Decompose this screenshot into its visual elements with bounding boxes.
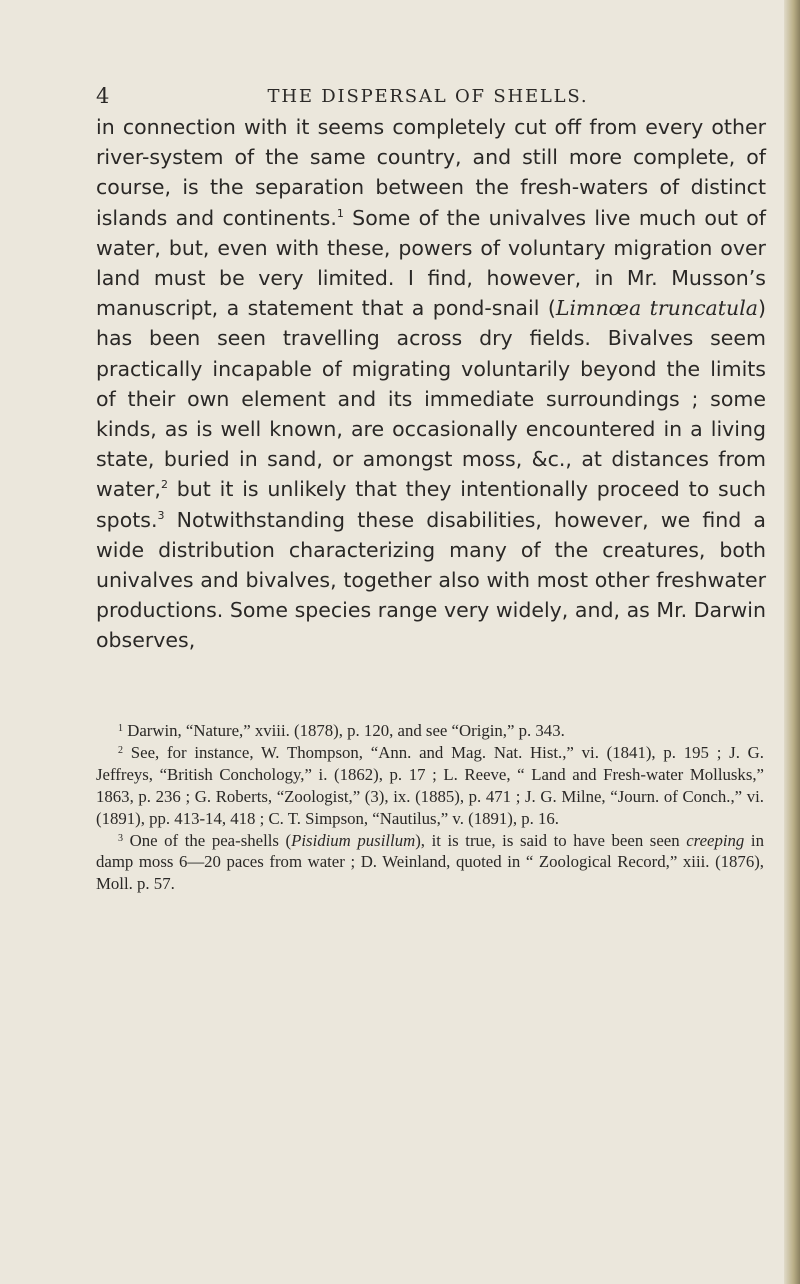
footnote-text: One of the pea-shells ( (123, 830, 292, 850)
footnote-3 (96, 830, 764, 896)
footnote-mark: 3 (118, 832, 123, 844)
body-sentence: but it is unlikely that they intentionally proceed to such spots. (96, 477, 766, 532)
footnote-ref-2: 2 (160, 478, 168, 492)
footnote-ref-3: 3 (157, 508, 165, 522)
body-sentence: ) has been seen travelling across dry fields. Bivalves seem practically incapable of migrating voluntarily beyond the limits of their own element and its immediate surroundings ; some kinds, as is well known, are occasionally encountered in a living state, buried in sand, or amongst moss, &c., at distances from water, (96, 296, 766, 502)
body-sentence: Some of the univalves live much out of water, but, even with these, powers of voluntary migration over land must be very limited. I find, however, in Mr. Musson’s manuscript, a statement that a pond-snail ( (96, 205, 767, 321)
emphasis: creeping (686, 830, 745, 850)
footnote-text: ), it is true, is said to have been seen (415, 830, 687, 850)
footnote-text: in damp moss 6—20 paces from water ; D. Weinland, quoted in “ Zoological Record,” xiii. (1876), Moll. p. 57. (96, 830, 764, 894)
footnote-text: See, for instance, W. Thompson, “Ann. and Mag. Nat. Hist.,” vi. (1841), p. 195 ; J. G. Jeffreys, “British Conchology,” i. (1862), p. 17 ; L. Reeve, “ Land and Fresh-water Mollusks,” 1863, p. 236 ; G. Roberts, “Zoologist,” (3), ix. (1885), p. 471 ; J. G. Milne, “Journ. of Conch.,” vi. (1891), pp. 413-14, 418 ; C. T. Simpson, “Nautilus,” v. (1891), p. 16. (96, 742, 764, 828)
species-name: Pisidium pusillum (291, 830, 416, 850)
body-sentence: in connection with it seems completely cut off from every other river-system of the same country, and still more complete, of course, is the separation between the fresh-waters of distinct islands and continents. (96, 115, 766, 230)
book-spine-edge (784, 0, 800, 1284)
footnote-text: Darwin, “Nature,” xviii. (1878), p. 120, and see “Origin,” p. 343. (123, 721, 565, 740)
body-sentence: Notwithstanding these disabilities, however, we find a wide distribution characterizing many of the creatures, both univalves and bivalves, together also with most other freshwater productions. Some species range very widely, and, as Mr. Darwin observes, (96, 507, 766, 653)
footnote-mark: 1 (118, 723, 123, 734)
footnote-mark: 2 (118, 744, 123, 756)
footnotes (96, 720, 764, 895)
footnote-1 (96, 720, 764, 742)
body-text (96, 112, 766, 656)
running-title: THE DISPERSAL OF SHELLS. (267, 86, 589, 107)
body-paragraph (96, 112, 766, 656)
page-header (96, 84, 760, 112)
page-number: 4 (96, 84, 111, 108)
footnote-2 (96, 742, 764, 830)
species-name: Limnœa truncatula (555, 296, 758, 321)
footnote-ref-1: 1 (336, 206, 344, 220)
